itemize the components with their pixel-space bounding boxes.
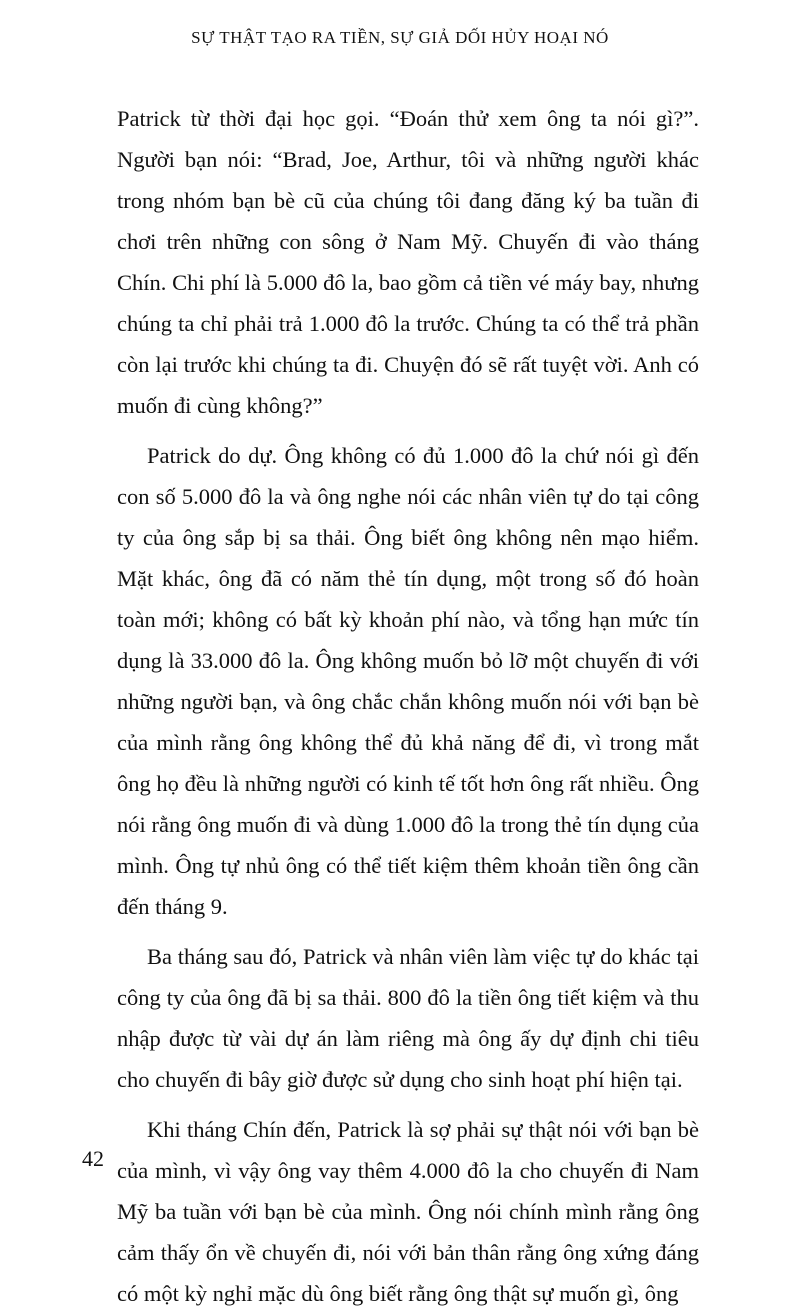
paragraph-3: Ba tháng sau đó, Patrick và nhân viên làm việc tự do khác tại công ty của ông đã bị sa thải. 800 đô la tiền ông tiết kiệm và thu nhập được từ vài dự án làm riêng mà ông ấy dự định chi tiêu cho chuyến đi bây giờ được sử dụng cho sinh hoạt phí hiện tại. — [117, 944, 699, 1092]
body-text — [117, 98, 699, 1314]
paragraph-1: Patrick từ thời đại học gọi. “Đoán thử xem ông ta nói gì?”. Người bạn nói: “Brad, Joe, Arthur, tôi và những người khác trong nhóm bạn bè cũ của chúng tôi đang đăng ký ba tuần đi chơi trên những con sông ở Nam Mỹ. Chuyến đi vào tháng Chín. Chi phí là 5.000 đô la, bao gồm cả tiền vé máy bay, nhưng chúng ta chỉ phải trả 1.000 đô la trước. Chúng ta có thể trả phần còn lại trước khi chúng ta đi. Chuyện đó sẽ rất tuyệt vời. Anh có muốn đi cùng không?” — [117, 106, 699, 418]
running-header: SỰ THẬT TẠO RA TIỀN, SỰ GIẢ DỐI HỦY HOẠI NÓ — [191, 28, 609, 47]
paragraph-2: Patrick do dự. Ông không có đủ 1.000 đô la chứ nói gì đến con số 5.000 đô la và ông nghe nói các nhân viên tự do tại công ty của ông sắp bị sa thải. Ông biết ông không nên mạo hiểm. Mặt khác, ông đã có năm thẻ tín dụng, một trong số đó hoàn toàn mới; không có bất kỳ khoản phí nào, và tổng hạn mức tín dụng là 33.000 đô la. Ông không muốn bỏ lỡ một chuyến đi với những người bạn, và ông chắc chắn không muốn nói với bạn bè của mình rằng ông không thể đủ khả năng để đi, vì trong mắt ông họ đều là những người có kinh tế tốt hơn ông rất nhiều. Ông nói rằng ông muốn đi và dùng 1.000 đô la trong thẻ tín dụng của mình. Ông tự nhủ ông có thể tiết kiệm thêm khoản tiền ông cần đến tháng 9. — [117, 443, 699, 919]
page-number: 42 — [82, 1146, 104, 1171]
paragraph-4: Khi tháng Chín đến, Patrick là sợ phải sự thật nói với bạn bè của mình, vì vậy ông vay thêm 4.000 đô la cho chuyến đi Nam Mỹ ba tuần với bạn bè của mình. Ông nói chính mình rằng ông cảm thấy ổn về chuyến đi, nói với bản thân rằng ông xứng đáng có một kỳ nghỉ mặc dù ông biết rằng ông thật sự muốn gì, ông — [117, 1117, 699, 1306]
